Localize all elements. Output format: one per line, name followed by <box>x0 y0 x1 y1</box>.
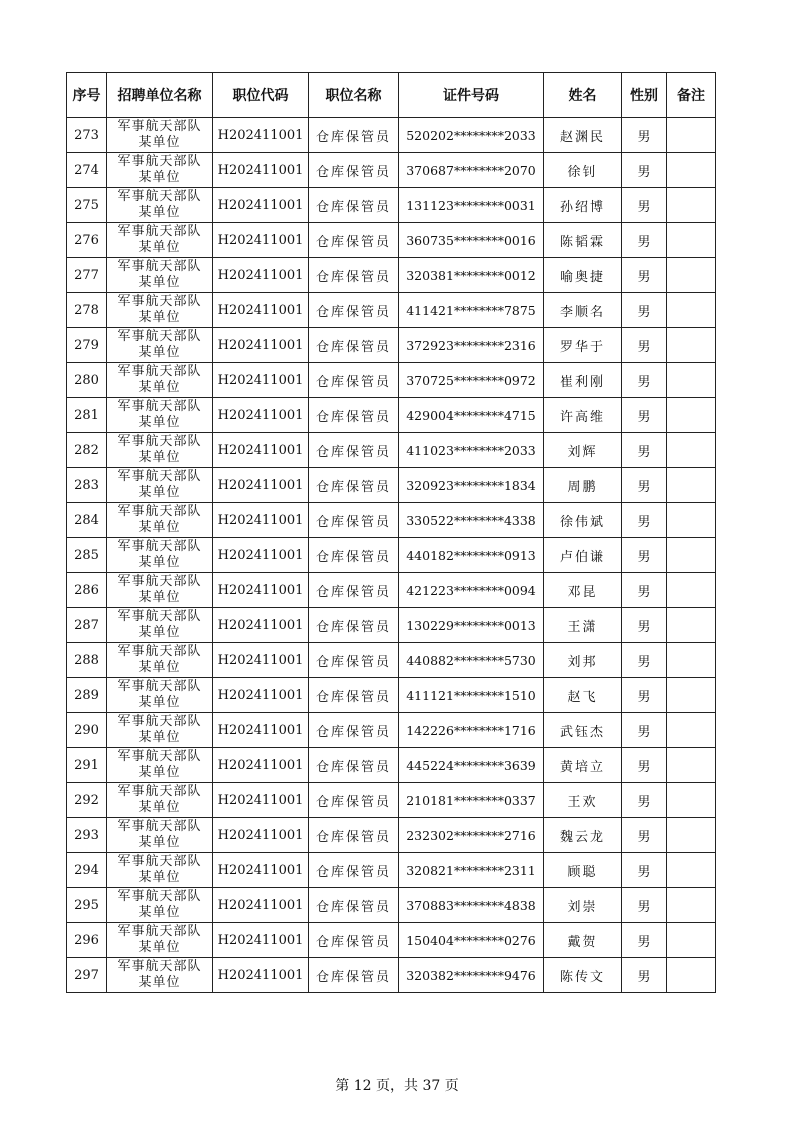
table-row <box>67 118 716 153</box>
cell-no: 296 <box>67 923 107 958</box>
cell-unit-line: 军事航天部队 <box>117 224 202 239</box>
cell-id: 330522********4338 <box>399 503 544 538</box>
cell-gender: 男 <box>622 748 667 783</box>
cell-unit-line: 某单位 <box>138 730 181 745</box>
cell-unit-line: 军事航天部队 <box>117 749 202 764</box>
cell-id: 440882********5730 <box>399 643 544 678</box>
cell-unit-line: 某单位 <box>138 170 181 185</box>
cell-gender: 男 <box>622 398 667 433</box>
cell-unit-line: 某单位 <box>138 205 181 220</box>
cell-code: H202411001 <box>213 923 309 958</box>
cell-position: 仓库保管员 <box>309 888 399 923</box>
cell-gender: 男 <box>622 888 667 923</box>
cell-position: 仓库保管员 <box>309 608 399 643</box>
cell-remark <box>667 118 716 153</box>
cell-name: 徐伟斌 <box>544 503 622 538</box>
table-row <box>67 678 716 713</box>
cell-name: 崔利刚 <box>544 363 622 398</box>
cell-no: 280 <box>67 363 107 398</box>
cell-unit <box>107 258 213 293</box>
cell-unit-line: 某单位 <box>138 450 181 465</box>
cell-name: 邓昆 <box>544 573 622 608</box>
cell-unit-line: 军事航天部队 <box>117 364 202 379</box>
cell-position: 仓库保管员 <box>309 363 399 398</box>
cell-no: 289 <box>67 678 107 713</box>
cell-remark <box>667 153 716 188</box>
cell-id: 520202********2033 <box>399 118 544 153</box>
cell-position: 仓库保管员 <box>309 223 399 258</box>
cell-no: 287 <box>67 608 107 643</box>
cell-code: H202411001 <box>213 328 309 363</box>
cell-unit-line: 军事航天部队 <box>117 574 202 589</box>
cell-unit-line: 军事航天部队 <box>117 609 202 624</box>
cell-unit-line: 某单位 <box>138 590 181 605</box>
cell-unit-line: 军事航天部队 <box>117 924 202 939</box>
cell-unit-line: 某单位 <box>138 835 181 850</box>
cell-no: 282 <box>67 433 107 468</box>
cell-code: H202411001 <box>213 538 309 573</box>
cell-code: H202411001 <box>213 398 309 433</box>
cell-unit <box>107 363 213 398</box>
cell-code: H202411001 <box>213 188 309 223</box>
table-row <box>67 643 716 678</box>
cell-gender: 男 <box>622 608 667 643</box>
cell-unit-line: 军事航天部队 <box>117 854 202 869</box>
cell-id: 429004********4715 <box>399 398 544 433</box>
cell-name: 卢伯谦 <box>544 538 622 573</box>
cell-no: 278 <box>67 293 107 328</box>
cell-code: H202411001 <box>213 748 309 783</box>
cell-gender: 男 <box>622 783 667 818</box>
cell-unit-line: 某单位 <box>138 625 181 640</box>
cell-code: H202411001 <box>213 958 309 993</box>
table-row <box>67 783 716 818</box>
header-cell-unit: 招聘单位名称 <box>107 73 213 118</box>
cell-id: 320381********0012 <box>399 258 544 293</box>
cell-gender: 男 <box>622 503 667 538</box>
cell-code: H202411001 <box>213 643 309 678</box>
cell-unit-line: 某单位 <box>138 520 181 535</box>
cell-position: 仓库保管员 <box>309 293 399 328</box>
cell-no: 284 <box>67 503 107 538</box>
cell-name: 孙绍博 <box>544 188 622 223</box>
cell-unit-line: 某单位 <box>138 800 181 815</box>
cell-unit-line: 军事航天部队 <box>117 399 202 414</box>
cell-no: 293 <box>67 818 107 853</box>
cell-remark <box>667 643 716 678</box>
cell-code: H202411001 <box>213 888 309 923</box>
cell-no: 291 <box>67 748 107 783</box>
cell-gender: 男 <box>622 258 667 293</box>
header-cell-code: 职位代码 <box>213 73 309 118</box>
cell-remark <box>667 888 716 923</box>
cell-name: 王潇 <box>544 608 622 643</box>
cell-unit <box>107 503 213 538</box>
cell-unit <box>107 818 213 853</box>
header-cell-gender: 性别 <box>622 73 667 118</box>
cell-position: 仓库保管员 <box>309 643 399 678</box>
cell-unit <box>107 643 213 678</box>
cell-remark <box>667 608 716 643</box>
cell-position: 仓库保管员 <box>309 188 399 223</box>
cell-gender: 男 <box>622 678 667 713</box>
cell-remark <box>667 188 716 223</box>
cell-unit-line: 某单位 <box>138 870 181 885</box>
cell-remark <box>667 503 716 538</box>
cell-unit-line: 军事航天部队 <box>117 119 202 134</box>
cell-unit <box>107 118 213 153</box>
cell-unit <box>107 678 213 713</box>
cell-remark <box>667 293 716 328</box>
cell-name: 李顺名 <box>544 293 622 328</box>
cell-code: H202411001 <box>213 678 309 713</box>
cell-name: 刘崇 <box>544 888 622 923</box>
table-row <box>67 503 716 538</box>
cell-no: 295 <box>67 888 107 923</box>
cell-unit <box>107 293 213 328</box>
cell-remark <box>667 678 716 713</box>
cell-id: 232302********2716 <box>399 818 544 853</box>
cell-gender: 男 <box>622 643 667 678</box>
cell-remark <box>667 923 716 958</box>
cell-gender: 男 <box>622 188 667 223</box>
cell-id: 411421********7875 <box>399 293 544 328</box>
cell-position: 仓库保管员 <box>309 153 399 188</box>
cell-unit <box>107 748 213 783</box>
cell-no: 274 <box>67 153 107 188</box>
cell-unit <box>107 923 213 958</box>
cell-remark <box>667 328 716 363</box>
table-row <box>67 328 716 363</box>
table-row <box>67 888 716 923</box>
cell-unit-line: 某单位 <box>138 485 181 500</box>
cell-id: 320821********2311 <box>399 853 544 888</box>
cell-remark <box>667 538 716 573</box>
cell-id: 130229********0013 <box>399 608 544 643</box>
cell-position: 仓库保管员 <box>309 783 399 818</box>
cell-remark <box>667 853 716 888</box>
cell-unit <box>107 853 213 888</box>
cell-remark <box>667 398 716 433</box>
table-row <box>67 573 716 608</box>
cell-unit <box>107 608 213 643</box>
cell-unit-line: 军事航天部队 <box>117 329 202 344</box>
table-row <box>67 363 716 398</box>
cell-no: 279 <box>67 328 107 363</box>
cell-name: 顾聪 <box>544 853 622 888</box>
table-row <box>67 818 716 853</box>
cell-name: 喻奥捷 <box>544 258 622 293</box>
cell-name: 周鹏 <box>544 468 622 503</box>
table-row <box>67 153 716 188</box>
header-cell-id: 证件号码 <box>399 73 544 118</box>
cell-id: 360735********0016 <box>399 223 544 258</box>
cell-unit-line: 军事航天部队 <box>117 434 202 449</box>
cell-unit-line: 某单位 <box>138 905 181 920</box>
cell-code: H202411001 <box>213 258 309 293</box>
cell-unit-line: 某单位 <box>138 275 181 290</box>
cell-position: 仓库保管员 <box>309 853 399 888</box>
cell-name: 徐钊 <box>544 153 622 188</box>
cell-position: 仓库保管员 <box>309 503 399 538</box>
cell-code: H202411001 <box>213 783 309 818</box>
cell-code: H202411001 <box>213 223 309 258</box>
cell-unit-line: 军事航天部队 <box>117 539 202 554</box>
cell-name: 刘邦 <box>544 643 622 678</box>
cell-position: 仓库保管员 <box>309 748 399 783</box>
table-row <box>67 223 716 258</box>
cell-remark <box>667 713 716 748</box>
cell-code: H202411001 <box>213 153 309 188</box>
header-row <box>67 73 716 118</box>
cell-gender: 男 <box>622 853 667 888</box>
cell-id: 320382********9476 <box>399 958 544 993</box>
cell-unit-line: 某单位 <box>138 135 181 150</box>
cell-no: 283 <box>67 468 107 503</box>
cell-name: 武钰杰 <box>544 713 622 748</box>
cell-name: 赵渊民 <box>544 118 622 153</box>
table-row <box>67 923 716 958</box>
cell-unit-line: 某单位 <box>138 415 181 430</box>
cell-unit-line: 军事航天部队 <box>117 154 202 169</box>
cell-gender: 男 <box>622 958 667 993</box>
cell-unit-line: 某单位 <box>138 975 181 990</box>
cell-unit <box>107 713 213 748</box>
cell-position: 仓库保管员 <box>309 538 399 573</box>
cell-code: H202411001 <box>213 118 309 153</box>
cell-name: 许高维 <box>544 398 622 433</box>
cell-code: H202411001 <box>213 713 309 748</box>
cell-unit-line: 军事航天部队 <box>117 714 202 729</box>
cell-name: 陈韬霖 <box>544 223 622 258</box>
cell-id: 411121********1510 <box>399 678 544 713</box>
cell-id: 320923********1834 <box>399 468 544 503</box>
cell-position: 仓库保管员 <box>309 678 399 713</box>
cell-unit-line: 某单位 <box>138 660 181 675</box>
cell-id: 150404********0276 <box>399 923 544 958</box>
cell-id: 411023********2033 <box>399 433 544 468</box>
cell-position: 仓库保管员 <box>309 118 399 153</box>
cell-no: 292 <box>67 783 107 818</box>
cell-unit-line: 某单位 <box>138 555 181 570</box>
cell-position: 仓库保管员 <box>309 433 399 468</box>
cell-unit <box>107 398 213 433</box>
cell-remark <box>667 433 716 468</box>
header-cell-no: 序号 <box>67 73 107 118</box>
cell-code: H202411001 <box>213 293 309 328</box>
cell-code: H202411001 <box>213 503 309 538</box>
cell-name: 刘辉 <box>544 433 622 468</box>
cell-unit-line: 军事航天部队 <box>117 784 202 799</box>
cell-gender: 男 <box>622 468 667 503</box>
cell-id: 370687********2070 <box>399 153 544 188</box>
cell-gender: 男 <box>622 713 667 748</box>
cell-unit <box>107 468 213 503</box>
cell-position: 仓库保管员 <box>309 958 399 993</box>
cell-unit-line: 军事航天部队 <box>117 469 202 484</box>
table-row <box>67 713 716 748</box>
table-row <box>67 608 716 643</box>
cell-unit-line: 某单位 <box>138 695 181 710</box>
cell-unit-line: 某单位 <box>138 765 181 780</box>
table-row <box>67 398 716 433</box>
cell-code: H202411001 <box>213 608 309 643</box>
cell-unit-line: 军事航天部队 <box>117 819 202 834</box>
cell-remark <box>667 363 716 398</box>
cell-gender: 男 <box>622 923 667 958</box>
table-row <box>67 538 716 573</box>
cell-no: 273 <box>67 118 107 153</box>
page-number: 第 12 页，共 37 页 <box>335 1078 459 1094</box>
cell-remark <box>667 223 716 258</box>
cell-position: 仓库保管员 <box>309 398 399 433</box>
cell-no: 294 <box>67 853 107 888</box>
cell-unit-line: 某单位 <box>138 380 181 395</box>
cell-id: 142226********1716 <box>399 713 544 748</box>
roster-table <box>66 72 716 993</box>
cell-unit <box>107 223 213 258</box>
cell-unit <box>107 958 213 993</box>
cell-id: 445224********3639 <box>399 748 544 783</box>
table-row <box>67 958 716 993</box>
table-row <box>67 258 716 293</box>
cell-remark <box>667 258 716 293</box>
cell-unit-line: 军事航天部队 <box>117 294 202 309</box>
cell-position: 仓库保管员 <box>309 818 399 853</box>
cell-id: 210181********0337 <box>399 783 544 818</box>
cell-remark <box>667 748 716 783</box>
cell-gender: 男 <box>622 538 667 573</box>
cell-id: 131123********0031 <box>399 188 544 223</box>
cell-gender: 男 <box>622 573 667 608</box>
cell-unit-line: 军事航天部队 <box>117 679 202 694</box>
cell-code: H202411001 <box>213 573 309 608</box>
cell-unit <box>107 538 213 573</box>
cell-id: 370883********4838 <box>399 888 544 923</box>
cell-code: H202411001 <box>213 468 309 503</box>
cell-unit <box>107 153 213 188</box>
cell-gender: 男 <box>622 118 667 153</box>
cell-unit-line: 军事航天部队 <box>117 644 202 659</box>
cell-no: 286 <box>67 573 107 608</box>
cell-gender: 男 <box>622 433 667 468</box>
table-row <box>67 468 716 503</box>
cell-unit-line: 某单位 <box>138 345 181 360</box>
cell-gender: 男 <box>622 363 667 398</box>
cell-no: 297 <box>67 958 107 993</box>
cell-remark <box>667 573 716 608</box>
cell-unit-line: 军事航天部队 <box>117 959 202 974</box>
cell-gender: 男 <box>622 293 667 328</box>
cell-name: 陈传文 <box>544 958 622 993</box>
cell-unit <box>107 328 213 363</box>
cell-unit-line: 军事航天部队 <box>117 259 202 274</box>
cell-gender: 男 <box>622 328 667 363</box>
cell-position: 仓库保管员 <box>309 923 399 958</box>
cell-code: H202411001 <box>213 853 309 888</box>
header-cell-position: 职位名称 <box>309 73 399 118</box>
cell-code: H202411001 <box>213 363 309 398</box>
table-row <box>67 293 716 328</box>
cell-unit <box>107 433 213 468</box>
cell-position: 仓库保管员 <box>309 328 399 363</box>
cell-remark <box>667 468 716 503</box>
cell-unit-line: 某单位 <box>138 940 181 955</box>
table-row <box>67 188 716 223</box>
cell-no: 285 <box>67 538 107 573</box>
cell-gender: 男 <box>622 818 667 853</box>
cell-name: 魏云龙 <box>544 818 622 853</box>
cell-no: 290 <box>67 713 107 748</box>
cell-unit <box>107 888 213 923</box>
header-cell-name: 姓名 <box>544 73 622 118</box>
cell-code: H202411001 <box>213 818 309 853</box>
cell-name: 黄培立 <box>544 748 622 783</box>
cell-unit-line: 某单位 <box>138 310 181 325</box>
cell-gender: 男 <box>622 153 667 188</box>
table-row <box>67 748 716 783</box>
cell-position: 仓库保管员 <box>309 573 399 608</box>
table-row <box>67 853 716 888</box>
cell-name: 罗华于 <box>544 328 622 363</box>
cell-code: H202411001 <box>213 433 309 468</box>
cell-name: 赵飞 <box>544 678 622 713</box>
cell-remark <box>667 818 716 853</box>
cell-remark <box>667 783 716 818</box>
cell-no: 276 <box>67 223 107 258</box>
cell-no: 281 <box>67 398 107 433</box>
cell-id: 440182********0913 <box>399 538 544 573</box>
header-cell-remark: 备注 <box>667 73 716 118</box>
cell-name: 王欢 <box>544 783 622 818</box>
cell-unit <box>107 188 213 223</box>
cell-no: 275 <box>67 188 107 223</box>
cell-unit <box>107 783 213 818</box>
cell-id: 421223********0094 <box>399 573 544 608</box>
cell-unit-line: 军事航天部队 <box>117 189 202 204</box>
cell-unit <box>107 573 213 608</box>
cell-gender: 男 <box>622 223 667 258</box>
cell-unit-line: 军事航天部队 <box>117 504 202 519</box>
cell-position: 仓库保管员 <box>309 468 399 503</box>
cell-position: 仓库保管员 <box>309 713 399 748</box>
cell-id: 370725********0972 <box>399 363 544 398</box>
roster-body <box>67 118 716 993</box>
cell-remark <box>667 958 716 993</box>
table-row <box>67 433 716 468</box>
cell-no: 277 <box>67 258 107 293</box>
cell-name: 戴贺 <box>544 923 622 958</box>
cell-id: 372923********2316 <box>399 328 544 363</box>
cell-unit-line: 某单位 <box>138 240 181 255</box>
cell-unit-line: 军事航天部队 <box>117 889 202 904</box>
cell-position: 仓库保管员 <box>309 258 399 293</box>
cell-no: 288 <box>67 643 107 678</box>
